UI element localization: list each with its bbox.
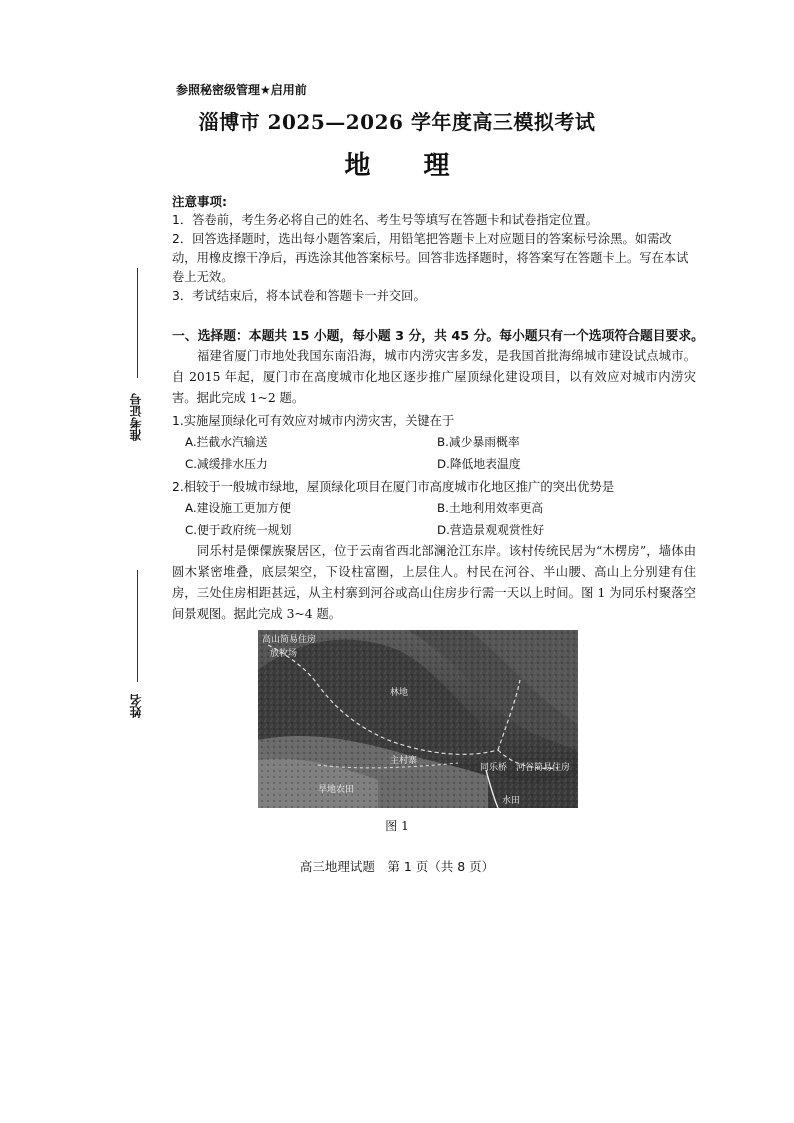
section-heading: 一、选择题：本题共 15 小题，每小题 3 分，共 45 分。每小题只有一个选项符合题目要求。 (172, 329, 704, 344)
name-label: 姓名 (129, 694, 143, 718)
settlement-landscape-photo (258, 630, 578, 808)
q1-option-c: C.减缓排水压力 (185, 457, 268, 471)
exam-instructions (172, 192, 696, 306)
label-pasture: 放牧场 (270, 649, 298, 659)
confidential-label: 参照秘密级管理★启用前 (176, 83, 307, 97)
passage-text: 福建省厦门市地处我国东南沿海，城市内涝灾害多发，是我国首批海绵城市建设试点城市。自 2015 年起，厦门市在高度城市化地区逐步推广屋顶绿化建设项目，以有效应对城市内涝灾害。据此完成 1~2 题。 (172, 349, 696, 405)
label-tongle-bridge: 同乐桥 (480, 763, 508, 773)
q2-option-a: A.建设施工更加方便 (185, 501, 291, 515)
name-line (137, 570, 138, 682)
instruction-item: 1．答卷前，考生务必将自己的姓名、考生号等填写在答题卡和试卷指定位置。 (172, 213, 598, 227)
label-forest: 林地 (390, 688, 409, 698)
q1-option-a: A.拦截水汽输送 (185, 435, 268, 449)
landscape-illustration (258, 630, 578, 808)
q2-option-d: D.营造景观观赏性好 (437, 523, 545, 537)
label-high-house: 高山简易住房 (262, 635, 317, 645)
exam-id-label: 准考证号 (129, 393, 143, 441)
passage-xiamen (172, 346, 696, 409)
instructions-heading: 注意事项: (172, 194, 227, 209)
passage-text: 同乐村是傈僳族聚居区，位于云南省西北部澜沧江东岸。该村传统民居为“木楞房”，墙体由圆木紧密堆叠，底层架空，下设柱富圈，上层住人。村民在河谷、半山腰、高山上分别建有住房，三处住房相距甚远，从主村寨到河谷或高山住房步行需一天以上时间。图 1 为同乐村聚落空间景观图。据此完成 3~4 题。 (172, 544, 696, 621)
label-paddy: 水田 (502, 796, 521, 806)
subject-title: 地 理 (344, 151, 472, 181)
label-farmland: 旱地农田 (318, 785, 355, 795)
q2-option-b: B.土地利用效率更高 (437, 501, 544, 515)
label-main-village: 主村寨 (390, 756, 418, 766)
exam-id-line (137, 268, 138, 378)
instruction-item: 3．考试结束后，将本试卷和答题卡一并交回。 (172, 289, 426, 303)
question-1-stem: 1.实施屋顶绿化可有效应对城市内涝灾害，关键在于 (172, 414, 455, 428)
figure-caption: 图 1 (385, 819, 409, 833)
exam-title: 淄博市 2025—2026 学年度高三模拟考试 (198, 110, 596, 134)
passage-tongle (172, 541, 696, 625)
label-valley-house: 河谷简易住房 (516, 763, 571, 773)
page-footer: 高三地理试题 第 1 页（共 8 页） (299, 859, 495, 874)
instruction-item: 2．回答选择题时，选出每小题答案后，用铅笔把答题卡上对应题目的答案标号涂黑。如需改动，用橡皮擦干净后，再选涂其他答案标号。回答非选择题时，将答案写在答题卡上。写在本试卷上无效。 (172, 232, 689, 284)
question-2-stem: 2.相较于一般城市绿地，屋顶绿化项目在厦门市高度城市化地区推广的突出优势是 (172, 480, 615, 494)
q2-option-c: C.便于政府统一规划 (185, 523, 292, 537)
q1-option-b: B.减少暴雨概率 (437, 435, 520, 449)
q1-option-d: D.降低地表温度 (437, 457, 521, 471)
